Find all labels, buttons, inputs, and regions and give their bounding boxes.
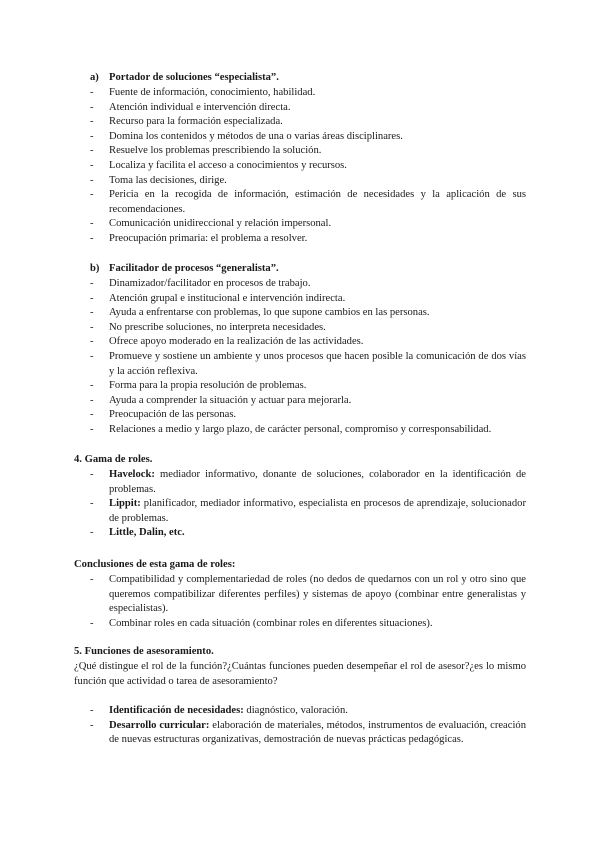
list-item: - Identificación de necesidades: diagnóstico, valoración. [90, 705, 348, 716]
list-item: - Relaciones a medio y largo plazo, de carácter personal, compromiso y corresponsabilidad. [90, 423, 492, 435]
list-item: - Resuelve los problemas prescribiendo la solución. [90, 145, 322, 157]
list-item: - Combinar roles en cada situación (combinar roles en diferentes situaciones). [90, 617, 433, 629]
list-item: - Ofrece apoyo moderado en la realización de las actividades. [90, 336, 364, 348]
list-item: - Domina los contenidos y métodos de una o varias áreas disciplinares. [90, 130, 403, 142]
section-b-heading [90, 262, 279, 277]
section-a-label: a) [90, 72, 99, 83]
list-item: - Pericia en la recogida de información, estimación de necesidades y la aplicación de sus recomendaciones. [90, 189, 526, 215]
list-item: - Ayuda a enfrentarse con problemas, lo que supone cambios en las personas. [90, 307, 430, 319]
list-item: - Atención individual e intervención directa. [90, 101, 291, 113]
list-item: - Ayuda a comprender la situación y actuar para mejorarla. [90, 394, 352, 406]
list-item: - Forma para la propia resolución de problemas. [90, 380, 307, 392]
list-item: - Desarrollo curricular: elaboración de materiales, métodos, instrumentos de evaluación, creación de nuevas estructuras organizativas, demostración de nuevas prácticas pedagógicas. [90, 719, 526, 746]
list-item: - Localiza y facilita el acceso a conocimientos y recursos. [90, 159, 347, 171]
list-item: - Havelock: mediador informativo, donante de soluciones, colaborador en la identificación de problemas. [90, 469, 526, 495]
list-item: - Promueve y sostiene un ambiente y unos procesos que hacen posible la comunicación de dos vías y la acción reflexiva. [90, 350, 526, 377]
section-5-paragraph: ¿Qué distingue el rol de la función?¿Cuántas funciones pueden desempeñar el rol de asesor?¿es lo mismo función que actividad o tarea de asesoramiento? [74, 661, 526, 687]
conclusiones-list [90, 573, 526, 631]
section-4-list [90, 468, 526, 541]
section-a-list [90, 86, 526, 247]
section-4-heading: 4. Gama de roles. [74, 454, 153, 465]
conclusiones-heading: Conclusiones de esta gama de roles: [74, 559, 236, 570]
section-5-heading: 5. Funciones de asesoramiento. [74, 646, 214, 657]
list-item: - No prescribe soluciones, no interpreta necesidades. [90, 321, 326, 333]
list-item: - Preocupación primaria: el problema a resolver. [90, 232, 308, 244]
section-b-title: Facilitador de procesos “generalista”. [109, 263, 279, 274]
list-item: - Dinamizador/facilitador en procesos de trabajo. [90, 278, 311, 289]
list-item: - Recurso para la formación especializada. [90, 116, 283, 128]
list-item: - Lippit: planificador, mediador informativo, especialista en procesos de aprendizaje, solucionador de problemas. [90, 498, 526, 524]
list-item: - Toma las decisiones, dirige. [90, 174, 227, 186]
section-b-label: b) [90, 263, 100, 274]
section-5-list [90, 704, 526, 748]
section-b-list [90, 277, 526, 438]
list-item: - Atención grupal e institucional e intervención indirecta. [90, 292, 346, 304]
list-item: - Preocupación de las personas. [90, 409, 237, 421]
section-a-title: Portador de soluciones “especialista”. [109, 72, 279, 83]
section-a-heading [90, 71, 279, 86]
list-item: - Fuente de información, conocimiento, habilidad. [90, 87, 316, 98]
list-item: - Little, Dalin, etc. [90, 527, 185, 539]
list-item: - Comunicación unidireccional y relación impersonal. [90, 218, 332, 230]
list-item: - Compatibilidad y complementariedad de roles (no dedos de quedarnos con un rol y otro sino que queremos compatibilizar diferentes perfiles) y sistemas de apoyo (combinar entre generalistas y especialistas). [90, 574, 526, 615]
